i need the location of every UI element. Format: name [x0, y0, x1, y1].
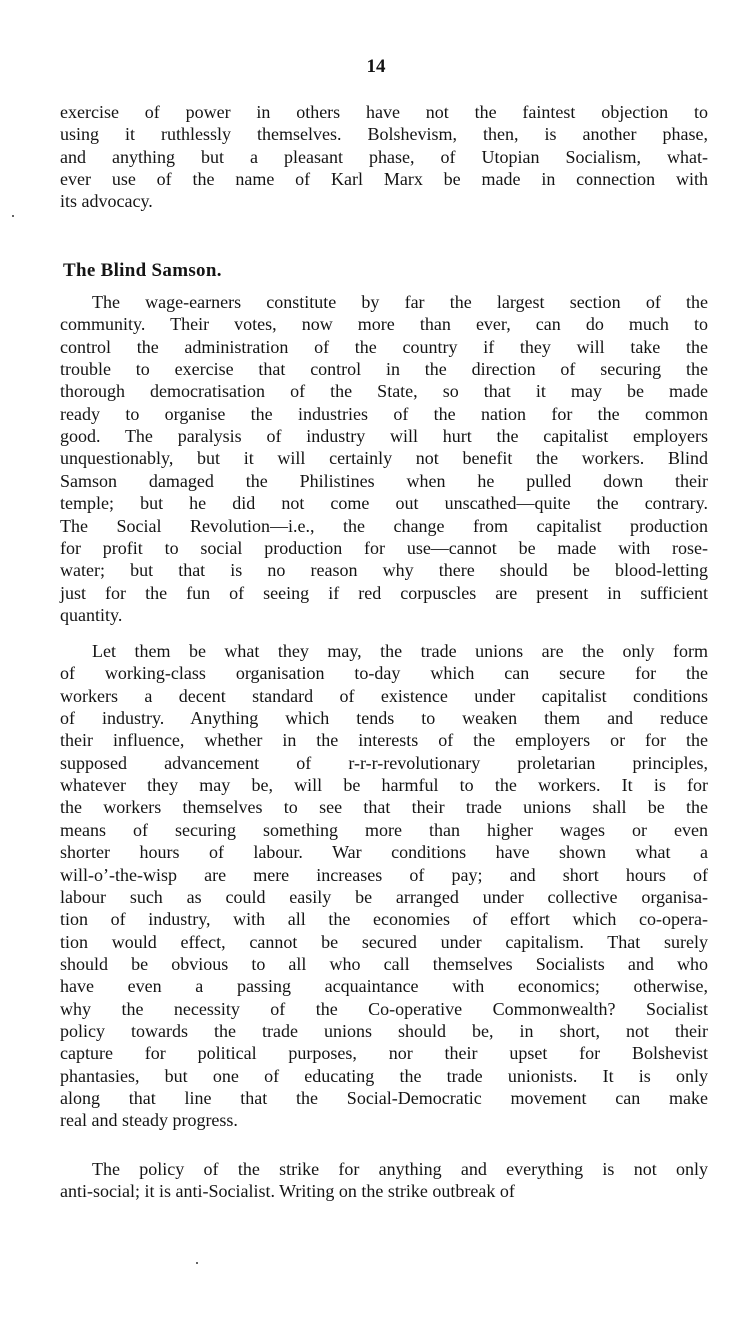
- text-line: labour such as could easily be arranged under collective organisa-: [60, 886, 708, 907]
- text-line: of industry. Anything which tends to weaken them and reduce: [60, 708, 708, 729]
- text-line: ready to organise the industries of the nation for the common: [60, 403, 708, 424]
- text-line: temple; but he did not come out unscathed—quite the contrary.: [60, 493, 708, 514]
- section-heading: The Blind Samson.: [63, 260, 222, 281]
- text-line: have even a passing acquaintance with economics; otherwise,: [60, 976, 708, 997]
- text-line: its advocacy.: [60, 191, 153, 212]
- text-line: the workers themselves to see that their trade unions shall be the: [60, 797, 708, 818]
- text-line: quantity.: [60, 604, 123, 625]
- text-line: shorter hours of labour. War conditions have shown what a: [60, 842, 708, 863]
- text-line: should be obvious to all who call themselves Socialists and who: [60, 953, 708, 974]
- text-line: for profit to social production for use—cannot be made with rose-: [60, 537, 708, 558]
- text-line: policy towards the trade unions should be, in short, not their: [60, 1020, 708, 1041]
- text-line: phantasies, but one of educating the trade unionists. It is only: [60, 1065, 708, 1086]
- text-line: capture for political purposes, nor their upset for Bolshevist: [60, 1043, 708, 1064]
- text-line: workers a decent standard of existence under capitalist conditions: [60, 685, 708, 706]
- text-line: unquestionably, but it will certainly not benefit the workers. Blind: [60, 448, 708, 469]
- scan-speck: [12, 215, 14, 217]
- text-line: using it ruthlessly themselves. Bolshevism, then, is another phase,: [60, 124, 708, 145]
- text-line: thorough democratisation of the State, so that it may be made: [60, 381, 708, 402]
- text-line: whatever they may be, will be harmful to the workers. It is for: [60, 775, 708, 796]
- text-line: why the necessity of the Co-operative Commonwealth? Socialist: [60, 998, 708, 1019]
- text-line: tion of industry, with all the economies of effort which co-opera-: [60, 909, 708, 930]
- text-line: real and steady progress.: [60, 1110, 238, 1131]
- text-line: The Social Revolution—i.e., the change from capitalist production: [60, 515, 708, 536]
- text-line: will-o’-the-wisp are mere increases of pay; and short hours of: [60, 864, 708, 885]
- text-line: anti-social; it is anti-Socialist. Writing on the strike outbreak of: [60, 1181, 515, 1202]
- text-line: trouble to exercise that control in the direction of securing the: [60, 359, 708, 380]
- scan-speck: [196, 1262, 198, 1264]
- text-line: of working-class organisation to-day which can secure for the: [60, 663, 708, 684]
- text-line: ever use of the name of Karl Marx be made in connection with: [60, 169, 708, 190]
- text-line: along that line that the Social-Democratic movement can make: [60, 1088, 708, 1108]
- text-line: and anything but a pleasant phase, of Utopian Socialism, what-: [60, 146, 708, 167]
- text-line: control the administration of the country if they will take the: [60, 336, 708, 357]
- text-line: tion would effect, cannot be secured under capitalism. That surely: [60, 931, 708, 952]
- text-line: means of securing something more than higher wages or even: [60, 819, 708, 840]
- text-line: The wage-earners constitute by far the largest section of the: [92, 292, 708, 312]
- text-line: Let them be what they may, the trade unions are the only form: [92, 641, 708, 661]
- text-line: Samson damaged the Philistines when he pulled down their: [60, 470, 708, 491]
- text-line: community. Their votes, now more than ever, can do much to: [60, 314, 708, 335]
- text-line: their influence, whether in the interests of the employers or for the: [60, 730, 708, 751]
- text-line: exercise of power in others have not the faintest objection to: [60, 102, 708, 122]
- text-line: supposed advancement of r-r-r-revolutionary proletarian principles,: [60, 752, 708, 773]
- text-line: The policy of the strike for anything and everything is not only: [92, 1159, 708, 1179]
- page-number: 14: [366, 56, 386, 77]
- text-line: just for the fun of seeing if red corpuscles are present in sufficient: [60, 582, 708, 603]
- text-line: good. The paralysis of industry will hurt the capitalist employers: [60, 426, 708, 447]
- text-line: water; but that is no reason why there should be blood-letting: [60, 560, 708, 581]
